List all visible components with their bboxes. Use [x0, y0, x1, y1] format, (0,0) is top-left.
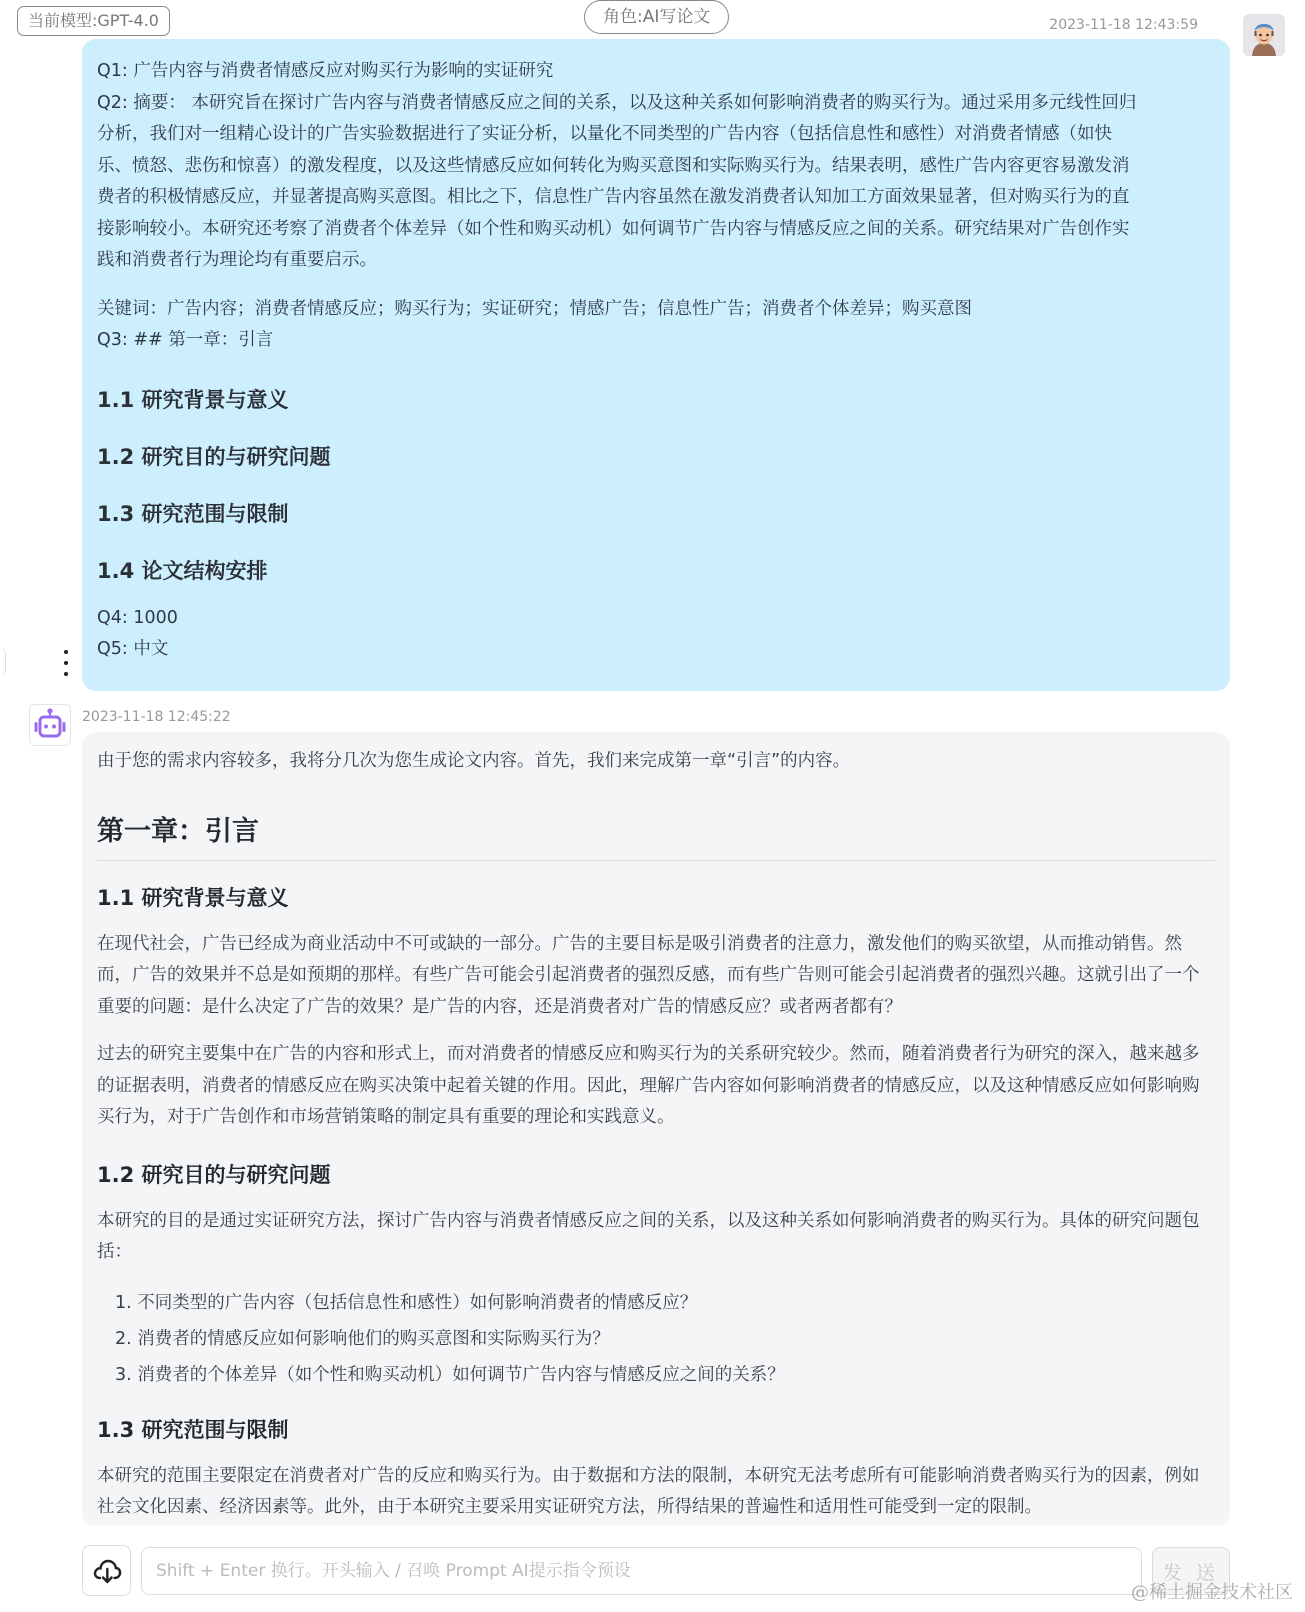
q2-line: 分析，我们对一组精心设计的广告实验数据进行了实证分析，以量化不同类型的广告内容（包括信息性和感性）对消费者情感（如快	[97, 124, 1112, 144]
section-paragraph: 本研究的目的是通过实证研究方法，探讨广告内容与消费者情感反应之间的关系，以及这种关系如何影响消费者的购买行为。具体的研究问题包括：	[97, 1210, 1200, 1262]
send-button[interactable]: 发 送	[1152, 1547, 1230, 1595]
q5-text: Q5: 中文	[97, 639, 169, 659]
bot-message-bubble	[82, 732, 1230, 1527]
cartoon-boy-avatar-icon	[1243, 14, 1285, 56]
q3-heading: 1.2 研究目的与研究问题	[97, 444, 331, 469]
cloud-upload-icon	[92, 1558, 122, 1584]
list-item: 2. 消费者的情感反应如何影响他们的购买意图和实际购买行为？	[115, 1328, 610, 1349]
watermark: @稀土掘金技术社区	[1131, 1582, 1293, 1603]
q2-line: 践和消费者行为理论均有重要启示。	[97, 250, 377, 270]
list-item: 3. 消费者的个体差异（如个性和购买动机）如何调节广告内容与情感反应之间的关系？	[115, 1364, 785, 1385]
prompt-input[interactable]	[141, 1547, 1142, 1595]
section-paragraph: 本研究的范围主要限定在消费者对广告的反应和购买行为。由于数据和方法的限制，本研究无法考虑所有可能影响消费者购买行为的因素，例如社会文化因素、经济因素等。此外，由于本研究主要采用实证研究方法，所得结果的普遍性和适用性可能受到一定的限制。	[97, 1465, 1200, 1517]
q3-heading: 1.3 研究范围与限制	[97, 501, 289, 526]
user-message-timestamp: 2023-11-18 12:43:59	[1049, 17, 1198, 33]
input-bar	[0, 1525, 1305, 1612]
q2-line: 乐、愤怒、悲伤和惊喜）的激发程度，以及这些情感反应如何转化为购买意图和实际购买行为。结果表明，感性广告内容更容易激发消	[97, 155, 1130, 176]
section-paragraph: 过去的研究主要集中在广告的内容和形式上，而对消费者的情感反应和购买行为的关系研究较少。然而，随着消费者行为研究的深入，越来越多的证据表明，消费者的情感反应在购买决策中起着关键的作用。因此，理解广告内容如何影响消费者的情感反应，以及这种情感反应如何影响购买行为，对于广告创作和市场营销策略的制定具有重要的理论和实践意义。	[97, 1044, 1200, 1127]
robot-icon	[30, 705, 70, 745]
role-tag[interactable]: 角色:AI写论文	[584, 0, 729, 34]
upload-button[interactable]	[82, 1545, 131, 1596]
chapter-title: 第一章：引言	[97, 794, 1215, 861]
bot-message-timestamp: 2023-11-18 12:45:22	[82, 709, 231, 725]
q3-heading: 1.1 研究背景与意义	[97, 387, 289, 412]
q1-text: Q1: 广告内容与消费者情感反应对购买行为影响的实证研究	[97, 61, 554, 81]
more-options-icon[interactable]	[60, 650, 72, 676]
q3-text: Q3: ## 第一章：引言	[97, 330, 274, 350]
section-heading: 1.3 研究范围与限制	[97, 1417, 289, 1442]
user-avatar[interactable]	[1243, 14, 1285, 56]
bot-intro-text: 由于您的需求内容较多，我将分几次为您生成论文内容。首先，我们来完成第一章“引言”的内容。	[97, 751, 851, 771]
q2-line: 接影响较小。本研究还考察了消费者个体差异（如个性和购买动机）如何调节广告内容与情感反应之间的关系。研究结果对广告创作实	[97, 218, 1130, 239]
section-heading: 1.1 研究背景与意义	[97, 885, 289, 910]
research-questions-list	[97, 1285, 1215, 1393]
current-model-tag[interactable]: 当前模型:GPT-4.0	[17, 6, 170, 36]
list-item: 1. 不同类型的广告内容（包括信息性和感性）如何影响消费者的情感反应？	[115, 1292, 698, 1313]
keywords-text: 关键词：广告内容；消费者情感反应；购买行为；实证研究；情感广告；信息性广告；消费者个体差异；购买意图	[97, 298, 972, 319]
bot-avatar[interactable]	[29, 704, 71, 746]
collapse-handle[interactable]	[0, 648, 6, 676]
user-message-bubble	[82, 39, 1230, 691]
q2-line: Q2: 摘要： 本研究旨在探讨广告内容与消费者情感反应之间的关系，以及这种关系如何影响消费者的购买行为。通过采用多元线性回归	[97, 92, 1137, 113]
section-paragraph: 在现代社会，广告已经成为商业活动中不可或缺的一部分。广告的主要目标是吸引消费者的注意力，激发他们的购买欲望，从而推动销售。然而，广告的效果并不总是如预期的那样。有些广告可能会引起消费者的强烈反感，而有些广告则可能会引起消费者的强烈兴趣。这就引出了一个重要的问题：是什么决定了广告的效果？是广告的内容，还是消费者对广告的情感反应？或者两者都有？	[97, 933, 1200, 1017]
q3-heading: 1.4 论文结构安排	[97, 558, 268, 583]
q2-line: 费者的积极情感反应，并显著提高购买意图。相比之下，信息性广告内容虽然在激发消费者认知加工方面效果显著，但对购买行为的直	[97, 187, 1130, 207]
q4-text: Q4: 1000	[97, 607, 178, 628]
section-heading: 1.2 研究目的与研究问题	[97, 1162, 331, 1187]
